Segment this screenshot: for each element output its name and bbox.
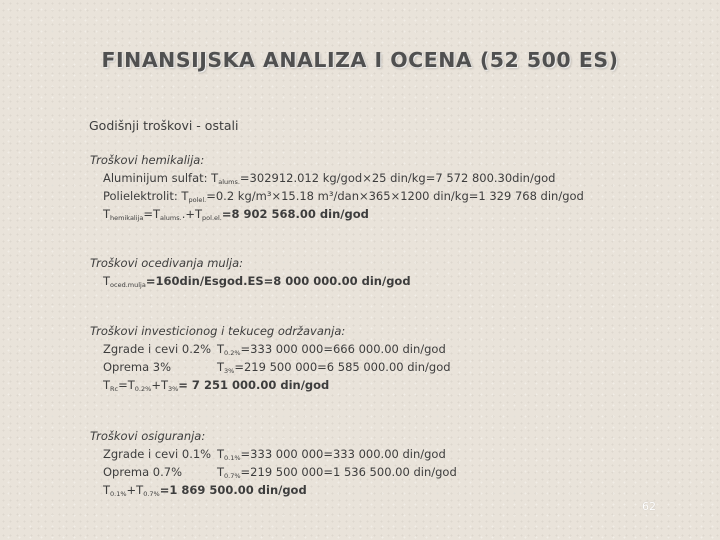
insurance-buildings-line xyxy=(90,445,457,463)
sludge-line xyxy=(90,272,411,290)
section-subtitle: Godišnji troškovi - ostali xyxy=(89,118,239,133)
ins-total-rest: =1 869 500.00 din/god xyxy=(159,483,307,497)
insurance-equipment-line xyxy=(90,463,457,481)
aluminium-sulfate-line xyxy=(90,169,584,187)
maintenance-buildings-line xyxy=(90,340,451,358)
chemicals-heading: Troškovi hemikalija: xyxy=(90,153,205,167)
al-rest: =302912.012 kg/god×25 din/kg=7 572 800.30din/god xyxy=(239,171,556,185)
total-eq: =T xyxy=(143,207,160,221)
total-sub1: hemikalija xyxy=(110,214,144,222)
inv-total-sub1: Rc xyxy=(110,385,119,393)
slide-title: FINANSIJSKA ANALIZA I OCENA (52 500 ES) xyxy=(101,48,619,72)
inv-r2-label: Oprema 3% xyxy=(103,360,172,374)
sludge-cost-block xyxy=(90,254,411,290)
ins-total-sub1: 0.1% xyxy=(110,490,127,498)
inv-r1-t: T xyxy=(217,342,225,356)
sludge-sub: oced.mulja xyxy=(110,281,146,289)
maintenance-cost-block xyxy=(90,322,451,394)
inv-total-rest: = 7 251 000.00 din/god xyxy=(178,378,330,392)
maintenance-equipment-line xyxy=(90,358,451,376)
sludge-heading: Troškovi ocedivanja mulja: xyxy=(90,256,244,270)
ins-r1-rest: =333 000 000=333 000.00 din/god xyxy=(240,447,446,461)
inv-r2-t: T xyxy=(217,360,225,374)
inv-r1-label: Zgrade i cevi 0.2% xyxy=(103,342,212,356)
ins-r2-sub: 0.7% xyxy=(224,472,241,480)
ins-r1-sub: 0.1% xyxy=(224,454,241,462)
ins-r1-t: T xyxy=(217,447,225,461)
inv-r2-sub: 3% xyxy=(224,367,235,375)
inv-r1-sub: 0.2% xyxy=(224,349,241,357)
total-sub2: alums. xyxy=(160,214,182,222)
chemicals-cost-block xyxy=(90,151,584,223)
inv-total-sub3: 3% xyxy=(167,385,179,393)
poli-sub: polel. xyxy=(188,196,207,204)
inv-r1-rest: =333 000 000=666 000.00 din/god xyxy=(240,342,446,356)
inv-total-t: T xyxy=(103,378,111,392)
insurance-heading: Troškovi osiguranja: xyxy=(90,429,206,443)
inv-r2-rest: =219 500 000=6 585 000.00 din/god xyxy=(234,360,451,374)
total-plus: .+T xyxy=(181,207,203,221)
ins-r2-t: T xyxy=(217,465,225,479)
ins-total-plus: +T xyxy=(126,483,144,497)
al-sub: alums. xyxy=(218,178,240,186)
maintenance-heading: Troškovi investicionog i tekuceg održavanja: xyxy=(90,324,346,338)
ins-total-sub2: 0.7% xyxy=(143,490,160,498)
ins-r2-rest: =219 500 000=1 536 500.00 din/god xyxy=(240,465,457,479)
inv-total-sub2: 0.2% xyxy=(134,385,152,393)
ins-r1-label: Zgrade i cevi 0.1% xyxy=(103,447,212,461)
poli-rest: =0.2 kg/m³×15.18 m³/dan×365×1200 din/kg=1 329 768 din/god xyxy=(206,189,584,203)
poli-prefix: Polielektrolit: T xyxy=(103,189,189,203)
ins-r2-label: Oprema 0.7% xyxy=(103,465,183,479)
page-number: 62 xyxy=(642,500,656,513)
al-prefix: Aluminijum sulfat: T xyxy=(103,171,219,185)
insurance-cost-block xyxy=(90,427,457,499)
total-sub3: pol.el. xyxy=(202,214,222,222)
inv-total-plus: +T xyxy=(151,378,168,392)
total-rest: =8 902 568.00 din/god xyxy=(221,207,369,221)
sludge-t: T xyxy=(103,274,111,288)
ins-total-t: T xyxy=(103,483,111,497)
insurance-total-line xyxy=(90,481,457,499)
inv-total-eq: =T xyxy=(118,378,135,392)
chemicals-total-line xyxy=(90,205,584,223)
total-t: T xyxy=(103,207,111,221)
maintenance-total-line xyxy=(90,376,451,394)
sludge-rest: =160din/Esgod.ES=8 000 000.00 din/god xyxy=(145,274,411,288)
polyelectrolyte-line xyxy=(90,187,584,205)
